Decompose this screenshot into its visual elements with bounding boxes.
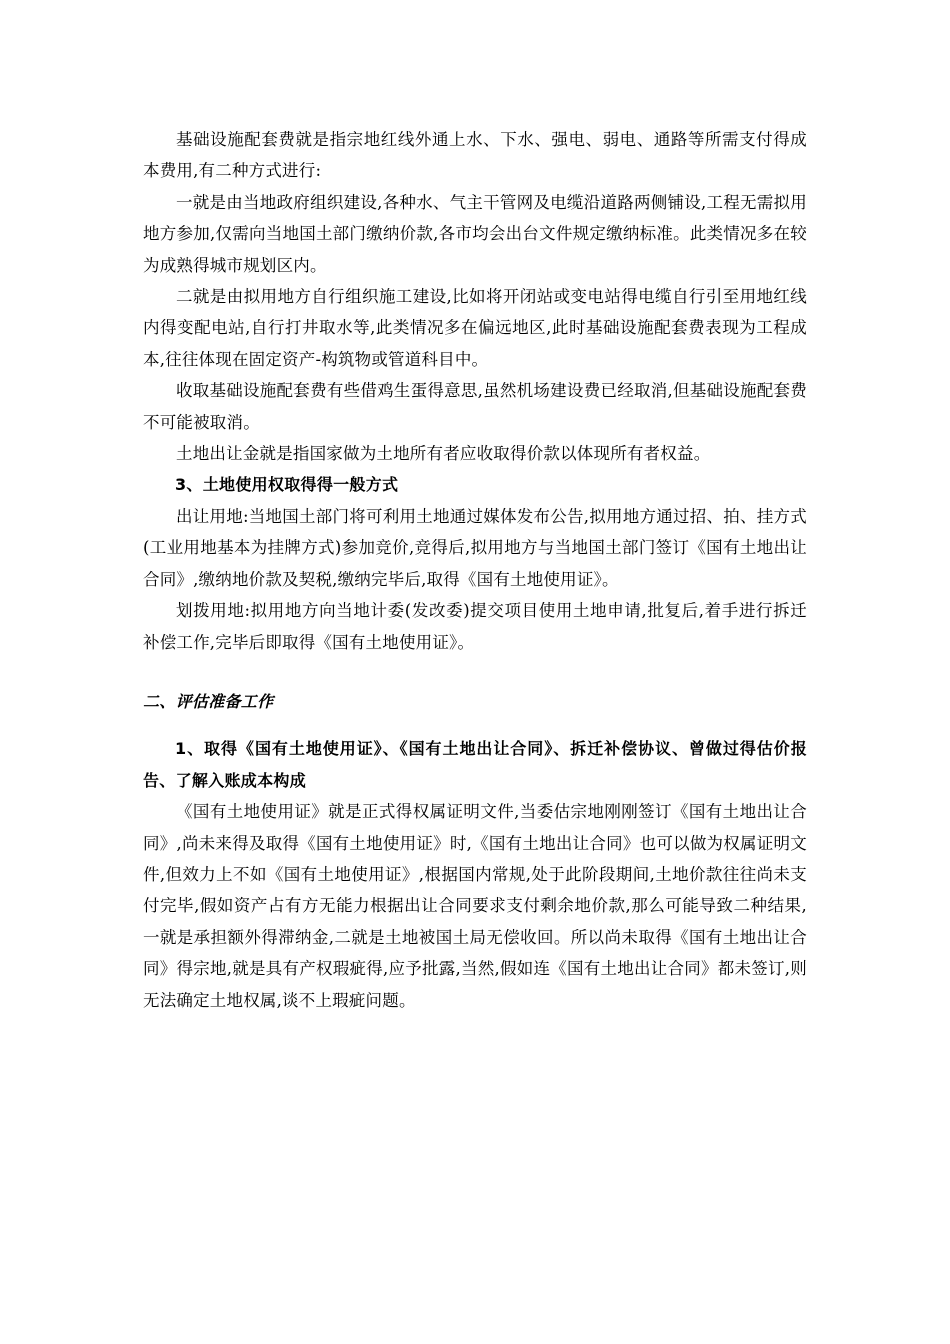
paragraph-method-two: 二就是由拟用地方自行组织施工建设,比如将开闭站或变电站得电缆自行引至用地红线内得变配电站,自行打井取水等,此类情况多在偏远地区,此时基础设施配套费表现为工程成本,往往体现在固定资产-构筑物或管道科目中。 — [143, 287, 807, 369]
paragraph-land-transfer-fee: 土地出让金就是指国家做为土地所有者应收取得价款以体现所有者权益。 — [176, 444, 711, 464]
paragraph-allocated-land: 划拨用地:拟用地方向当地计委(发改委)提交项目使用土地申请,批复后,着手进行拆迁补偿工作,完毕后即取得《国有土地使用证》。 — [143, 601, 807, 652]
document-body — [143, 124, 807, 1016]
subheading-land-acquisition-methods: 3、土地使用权取得得一般方式 — [175, 475, 399, 495]
paragraph-fee-collection: 收取基础设施配套费有些借鸡生蛋得意思,虽然机场建设费已经取消,但基础设施配套费不可能被取消。 — [143, 381, 807, 432]
subheading-obtain-documents: 1、取得《国有土地使用证》、《国有土地出让合同》、拆迁补偿协议、曾做过得估价报告、了解入账成本构成 — [143, 739, 807, 790]
paragraph-transfer-land: 出让用地:当地国土部门将可利用土地通过媒体发布公告,拟用地方通过招、拍、挂方式(工业用地基本为挂牌方式)参加竞价,竞得后,拟用地方与当地国土部门签订《国有土地出让合同》,缴纳地价款及契税,缴纳完毕后,取得《国有土地使用证》。 — [143, 506, 807, 589]
section-heading-preparation: 二、评估准备工作 — [143, 691, 274, 711]
paragraph-method-one: 一就是由当地政府组织建设,各种水、气主干管网及电缆沿道路两侧铺设,工程无需拟用地方参加,仅需向当地国土部门缴纳价款,各市均会出台文件规定缴纳标准。此类情况多在较为成熟得城市规划区内。 — [143, 192, 807, 275]
paragraph-land-certificate: 《国有土地使用证》就是正式得权属证明文件,当委估宗地刚刚签订《国有土地出让合同》,尚未来得及取得《国有土地使用证》时,《国有土地出让合同》也可以做为权属证明文件,但效力上不如《国有土地使用证》,根据国内常规,处于此阶段期间,土地价款往往尚未支付完毕,假如资产占有方无能力根据出让合同要求支付剩余地价款,那么可能导致二种结果,一就是承担额外得滞纳金,二就是土地被国土局无偿收回。所以尚未取得《国有土地出让合同》得宗地,就是具有产权瑕疵得,应予批露,当然,假如连《国有土地出让合同》都未签订,则无法确定土地权属,谈不上瑕疵问题。 — [143, 802, 807, 1010]
paragraph-infrastructure-fee: 基础设施配套费就是指宗地红线外通上水、下水、强电、弱电、通路等所需支付得成本费用,有二种方式进行: — [143, 130, 807, 181]
